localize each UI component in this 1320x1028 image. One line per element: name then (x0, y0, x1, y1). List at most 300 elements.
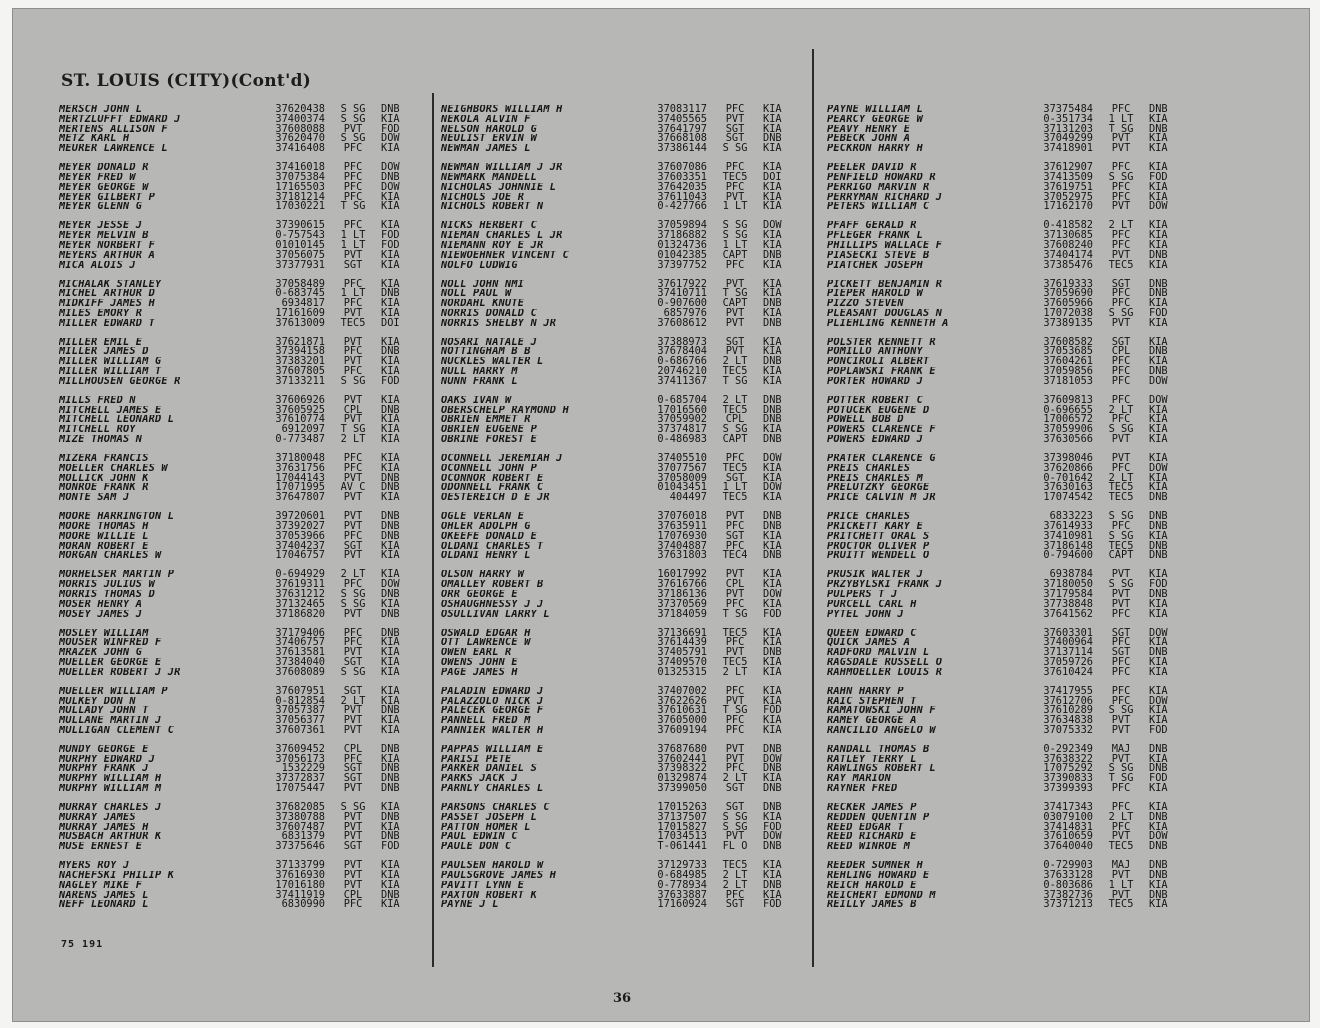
name-cell: MRAZEK JOHN G (59, 648, 143, 658)
roster-row (827, 774, 1197, 784)
rank-cell: PVT (1111, 597, 1131, 610)
status-cell: DNB (1149, 539, 1168, 552)
serial-number-cell: 01010145 (275, 238, 325, 251)
serial-number-cell: 37083117 (657, 103, 707, 115)
rank-cell: PFC (725, 180, 745, 193)
rank-cell: PVT (343, 820, 363, 833)
rank-cell: SGT (343, 840, 363, 853)
status-cell: KIA (381, 898, 400, 911)
status-cell: FOD (381, 238, 400, 251)
serial-number-cell: 37619311 (275, 578, 325, 591)
name-cell: POWELL BOB D (827, 415, 904, 426)
status-cell: DNB (381, 510, 400, 523)
rank-cell: PFC (725, 762, 745, 775)
roster-row (827, 570, 1197, 580)
roster-row (441, 764, 811, 774)
rank-cell: 1 LT (1108, 878, 1134, 891)
roster-row (59, 289, 429, 299)
name-cell: RAYNER FRED (827, 784, 898, 794)
serial-number-cell: 37616930 (275, 869, 325, 882)
roster-row (827, 810, 1197, 823)
rank-cell: MAJ (1111, 859, 1131, 872)
serial-number-cell: 37607805 (275, 365, 325, 378)
serial-number-cell: 37641562 (1043, 607, 1093, 620)
status-cell: FOD (381, 840, 400, 853)
serial-number-cell: 37642035 (657, 180, 707, 193)
status-cell: DNB (381, 403, 400, 416)
roster-row (441, 367, 811, 377)
roster-row (441, 861, 811, 871)
roster-row (59, 861, 429, 871)
roster-row (59, 820, 429, 833)
name-cell: OCONNELL JOHN P (441, 463, 537, 474)
rank-cell: S SG (340, 801, 366, 814)
name-cell: MEYER GEORGE W (59, 182, 149, 193)
serial-number-cell: 0-486983 (657, 433, 707, 446)
serial-number-cell: 37180050 (1043, 578, 1093, 591)
rank-cell: PFC (725, 452, 745, 465)
status-cell: DOI (381, 316, 400, 329)
roster-group (59, 803, 429, 852)
roster-row (441, 425, 811, 435)
name-cell: PAULE DON C (441, 842, 512, 853)
rank-cell: TEC5 (722, 655, 748, 668)
rank-cell: TEC5 (722, 491, 748, 504)
status-cell: DNB (763, 646, 782, 659)
rank-cell: PFC (1111, 607, 1131, 620)
name-cell: PANNELL FRED M (441, 716, 531, 726)
rank-cell: PFC (1111, 238, 1131, 251)
serial-number-cell: 37404174 (1043, 248, 1093, 261)
serial-number-cell: 37389135 (1043, 316, 1093, 329)
status-cell: KIA (1149, 132, 1168, 145)
serial-number-cell: 37410711 (657, 287, 707, 300)
rank-cell: PFC (1111, 190, 1131, 203)
roster-row (827, 221, 1197, 231)
serial-number-cell: 37608582 (1043, 335, 1093, 348)
status-cell: KIA (381, 423, 400, 436)
roster-row (59, 435, 429, 445)
name-cell: OAKS IVAN W (441, 395, 512, 406)
rank-cell: PFC (1111, 820, 1131, 833)
roster-row (441, 393, 811, 406)
rank-cell: T SG (1108, 122, 1134, 135)
serial-number-cell: 37605966 (1043, 297, 1093, 310)
rank-cell: S SG (1108, 762, 1134, 775)
status-cell: KIA (763, 461, 782, 474)
serial-number-cell: 37602441 (657, 752, 707, 765)
name-cell: NIEWOEHNER VINCENT C (441, 250, 569, 261)
name-cell: NICHOLAS JOHNNIE L (441, 182, 557, 193)
roster-row (59, 231, 429, 241)
column-divider (812, 49, 814, 967)
roster-group (827, 393, 1197, 446)
roster-row (441, 374, 811, 387)
status-cell: KIA (381, 365, 400, 378)
name-cell: NOLL JOHN NMI (441, 279, 525, 290)
rank-cell: PFC (1111, 684, 1131, 697)
roster-row (441, 539, 811, 552)
roster-row (827, 163, 1197, 173)
serial-number-cell: 03079100 (1043, 810, 1093, 823)
status-cell: KIA (763, 714, 782, 727)
serial-number-cell: 0-773487 (275, 433, 325, 446)
rank-cell: PVT (343, 393, 363, 406)
name-cell: MEYER JESSE J (59, 221, 143, 232)
serial-number-cell: 37633128 (1043, 869, 1093, 882)
serial-number-cell: 37049299 (1043, 132, 1093, 145)
roster-row (441, 706, 811, 716)
serial-number-cell: 37409570 (657, 655, 707, 668)
serial-number-cell: 37612907 (1043, 161, 1093, 174)
roster-group (827, 163, 1197, 212)
status-cell: KIA (381, 714, 400, 727)
name-cell: MEYER NORBERT F (59, 240, 155, 251)
name-cell: MILLS FRED N (59, 395, 136, 406)
status-cell: DNB (1149, 520, 1168, 532)
roster-row (441, 306, 811, 319)
status-cell: KIA (763, 539, 782, 552)
serial-number-cell: 37417955 (1043, 684, 1093, 697)
serial-number-cell: 37606926 (275, 393, 325, 406)
rank-cell: SGT (343, 655, 363, 668)
roster-row (827, 299, 1197, 309)
status-cell: KIA (763, 335, 782, 348)
roster-row (59, 665, 429, 678)
name-cell: NACHEFSKI PHILIP K (59, 871, 175, 881)
rank-cell: S SG (1108, 529, 1134, 542)
roster-row (441, 202, 811, 212)
roster-group (59, 512, 429, 561)
status-cell: KIA (1149, 161, 1168, 174)
serial-number-cell: 17075292 (1043, 762, 1093, 775)
name-cell: MILES EMORY R (59, 308, 143, 319)
serial-number-cell: 37056377 (275, 714, 325, 727)
rank-cell: PFC (725, 723, 745, 736)
roster-row (441, 289, 811, 299)
serial-number-cell: 37058009 (657, 471, 707, 484)
status-cell: DNB (763, 742, 782, 755)
status-cell: DNB (381, 782, 400, 795)
roster-row (59, 190, 429, 203)
rank-cell: PFC (725, 520, 745, 532)
roster-row (59, 888, 429, 901)
status-cell: KIA (381, 248, 400, 261)
roster-group (59, 861, 429, 910)
status-cell: KIA (381, 694, 400, 707)
rank-cell: PVT (1111, 888, 1131, 901)
name-cell: REED WINROE M (827, 842, 911, 853)
name-cell: MIZE THOMAS N (59, 435, 143, 445)
rank-cell: SGT (343, 762, 363, 775)
rank-cell: S SG (340, 587, 366, 600)
serial-number-cell: 37372837 (275, 772, 325, 785)
status-cell: DNB (763, 393, 782, 406)
name-cell: NOLFO LUDWIG (441, 260, 518, 271)
roster-row (827, 393, 1197, 406)
roster-row (827, 415, 1197, 425)
name-cell: OBRIEN EUGENE P (441, 425, 537, 436)
name-cell: REDDEN QUENTIN P (827, 812, 930, 823)
rank-cell: PVT (343, 723, 363, 736)
status-cell: KIA (1149, 568, 1168, 581)
status-cell: DOW (1149, 200, 1168, 213)
rank-cell: PVT (343, 413, 363, 426)
serial-number-cell: 37386144 (657, 142, 707, 155)
serial-number-cell: 01042385 (657, 248, 707, 261)
status-cell: KIA (763, 578, 782, 591)
name-cell: PEARCY GEORGE W (827, 114, 923, 125)
roster-row (827, 316, 1197, 329)
status-cell: KIA (1149, 403, 1168, 416)
roster-row (827, 529, 1197, 542)
rank-cell: PFC (1111, 655, 1131, 668)
serial-number-cell: 37607361 (275, 723, 325, 736)
roster-row (59, 134, 429, 144)
rank-cell: S SG (1108, 510, 1134, 523)
serial-number-cell: 17015827 (657, 820, 707, 833)
rank-cell: T SG (722, 607, 748, 620)
status-cell: KIA (1149, 529, 1168, 542)
roster-row (59, 607, 429, 620)
serial-number-cell: 37137114 (1043, 646, 1093, 659)
serial-number-cell: 37687680 (657, 742, 707, 755)
rank-cell: PVT (1111, 452, 1131, 465)
footer-code: 75 191 (61, 939, 104, 950)
serial-number-cell: 37404237 (275, 539, 325, 552)
name-cell: PEAVY HENRY E (827, 124, 911, 135)
rank-cell: PFC (1111, 393, 1131, 406)
status-cell: KIA (381, 752, 400, 765)
rank-cell: PFC (1111, 461, 1131, 474)
roster-group (827, 335, 1197, 387)
status-cell: DNB (1149, 491, 1168, 504)
serial-number-cell: 0-812854 (275, 694, 325, 707)
status-cell: DOW (1149, 626, 1168, 639)
name-cell: PANNIER WALTER H (441, 725, 544, 736)
rank-cell: PFC (343, 277, 363, 290)
name-cell: PORTER HOWARD J (827, 376, 923, 387)
name-cell: OESTEREICH D E JR (441, 493, 550, 504)
name-cell: MUELLER GEORGE E (59, 657, 162, 668)
name-cell: NEIGHBORS WILLIAM H (441, 105, 563, 115)
status-cell: KIA (763, 491, 782, 504)
roster-row (59, 425, 429, 435)
roster-group (59, 454, 429, 503)
name-cell: NEWMARK MANDELL (441, 172, 537, 183)
serial-number-cell: 37603351 (657, 170, 707, 183)
name-cell: OBRIEN EMMET R (441, 415, 531, 426)
rank-cell: 2 LT (1108, 810, 1134, 823)
roster-row (827, 522, 1197, 532)
roster-column-3 (827, 105, 1197, 919)
serial-number-cell: 37416408 (275, 142, 325, 155)
roster-row (59, 180, 429, 193)
serial-number-cell: 37613009 (275, 316, 325, 329)
name-cell: MILLER EMIL E (59, 337, 143, 348)
serial-number-cell: 0-803686 (1043, 878, 1093, 891)
name-cell: MULLIGAN CLEMENT C (59, 725, 175, 736)
status-cell: KIA (763, 694, 782, 707)
status-cell: KIA (381, 491, 400, 504)
serial-number-cell: 37377931 (275, 258, 325, 271)
rank-cell: CPL (1111, 345, 1131, 358)
status-cell: DOI (763, 170, 782, 183)
status-cell: KIA (381, 646, 400, 659)
status-cell: DNB (381, 481, 400, 494)
status-cell: KIA (1149, 219, 1168, 232)
roster-row (827, 190, 1197, 203)
name-cell: MUSE ERNEST E (59, 842, 143, 853)
serial-number-cell: 0-427766 (657, 200, 707, 213)
name-cell: MULKEY DON N (59, 696, 136, 707)
rank-cell: PFC (1111, 694, 1131, 707)
rank-cell: 1 LT (1108, 112, 1134, 125)
status-cell: KIA (763, 626, 782, 639)
serial-number-cell: 37059902 (657, 413, 707, 426)
serial-number-cell: 37622626 (657, 694, 707, 707)
roster-row (441, 752, 811, 765)
serial-number-cell: 37059906 (1043, 423, 1093, 436)
rank-cell: PVT (725, 694, 745, 707)
rank-cell: 1 LT (722, 200, 748, 213)
rank-cell: PFC (343, 180, 363, 193)
name-cell: NAGLEY MIKE F (59, 880, 143, 891)
roster-row (827, 752, 1197, 765)
roster-row (59, 638, 429, 648)
name-cell: PENFIELD HOWARD R (827, 172, 936, 183)
name-cell: NARENS JAMES L (59, 890, 149, 901)
rank-cell: S SG (340, 132, 366, 145)
rank-cell: PVT (725, 568, 745, 581)
roster-row (59, 367, 429, 377)
roster-group (441, 393, 811, 446)
rank-cell: PFC (343, 365, 363, 378)
rank-cell: 2 LT (340, 568, 366, 581)
status-cell: KIA (381, 636, 400, 649)
name-cell: MORRIS JULIUS W (59, 580, 155, 590)
roster-row (827, 512, 1197, 522)
serial-number-cell: 37611043 (657, 190, 707, 203)
name-cell: MONROE FRANK R (59, 483, 149, 494)
rank-cell: PFC (1111, 287, 1131, 300)
status-cell: DNB (763, 801, 782, 814)
rank-cell: PVT (725, 587, 745, 600)
serial-number-cell: 20746210 (657, 365, 707, 378)
serial-number-cell: 17165503 (275, 180, 325, 193)
rank-cell: PVT (343, 122, 363, 135)
rank-cell: PVT (343, 491, 363, 504)
roster-group (441, 512, 811, 561)
serial-number-cell: 16017992 (657, 568, 707, 581)
roster-row (59, 471, 429, 484)
status-cell: DNB (1149, 277, 1168, 290)
rank-cell: SGT (1111, 646, 1131, 659)
serial-number-cell: 37406757 (275, 636, 325, 649)
status-cell: KIA (763, 423, 782, 436)
name-cell: MEYER GILBERT P (59, 192, 155, 203)
name-cell: NUCKLES WALTER L (441, 357, 544, 368)
roster-row (59, 299, 429, 309)
status-cell: KIA (381, 684, 400, 697)
serial-number-cell: 37619333 (1043, 277, 1093, 290)
serial-number-cell: 37075384 (275, 170, 325, 183)
serial-number-cell: 37132465 (275, 597, 325, 610)
serial-number-cell: 37180048 (275, 452, 325, 465)
name-cell: PALECEK GEORGE F (441, 706, 544, 717)
serial-number-cell: 17075447 (275, 782, 325, 795)
status-cell: KIA (763, 161, 782, 174)
roster-row (59, 493, 429, 503)
roster-row (441, 248, 811, 261)
serial-number-cell: 37647807 (275, 491, 325, 504)
roster-row (827, 900, 1197, 910)
serial-number-cell: 37610631 (657, 704, 707, 717)
roster-row (441, 180, 811, 193)
serial-number-cell: 37058489 (275, 277, 325, 290)
roster-row (827, 597, 1197, 610)
serial-number-cell: 0-794600 (1043, 549, 1093, 562)
roster-row (827, 842, 1197, 852)
roster-group (827, 105, 1197, 154)
roster-row (441, 648, 811, 658)
name-cell: PRELUTZKY GEORGE (827, 483, 930, 494)
serial-number-cell: 37417343 (1043, 801, 1093, 814)
roster-row (441, 163, 811, 173)
rank-cell: PVT (725, 306, 745, 319)
rank-cell: T SG (340, 200, 366, 213)
rank-cell: PVT (343, 782, 363, 795)
status-cell: DOW (381, 578, 400, 591)
serial-number-cell: 37608088 (275, 122, 325, 135)
roster-row (441, 665, 811, 678)
status-cell: FOD (763, 704, 782, 717)
rank-cell: S SG (722, 229, 748, 242)
roster-row (441, 415, 811, 425)
name-cell: OKEEFE DONALD E (441, 531, 537, 542)
serial-number-cell: 37614439 (657, 636, 707, 649)
roster-row (827, 248, 1197, 261)
rank-cell: PVT (343, 607, 363, 620)
roster-row (441, 888, 811, 901)
name-cell: REED RICHARD E (827, 832, 917, 843)
name-cell: MORAN ROBERT E (59, 541, 149, 552)
name-cell: MEYER MELVIN B (59, 231, 149, 241)
name-cell: MILLER WILLIAM T (59, 367, 162, 377)
status-cell: KIA (1149, 190, 1168, 203)
rank-cell: 2 LT (722, 878, 748, 891)
name-cell: OLSON HARRY W (441, 570, 525, 581)
rank-cell: PVT (1111, 830, 1131, 843)
roster-row (59, 483, 429, 493)
name-cell: PAVITT LYNN E (441, 880, 525, 891)
name-cell: PAGE JAMES H (441, 667, 518, 678)
status-cell: KIA (763, 655, 782, 668)
roster-row (59, 144, 429, 154)
status-cell: DNB (1149, 122, 1168, 135)
roster-row (441, 580, 811, 590)
roster-row (59, 258, 429, 271)
roster-row (59, 764, 429, 774)
roster-row (441, 784, 811, 794)
serial-number-cell: 37608240 (1043, 238, 1093, 251)
rank-cell: S SG (722, 810, 748, 823)
status-cell: KIA (763, 103, 782, 115)
status-cell: DNB (381, 287, 400, 300)
rank-cell: PVT (343, 355, 363, 368)
rank-cell: S SG (340, 112, 366, 125)
rank-cell: SGT (725, 898, 745, 911)
